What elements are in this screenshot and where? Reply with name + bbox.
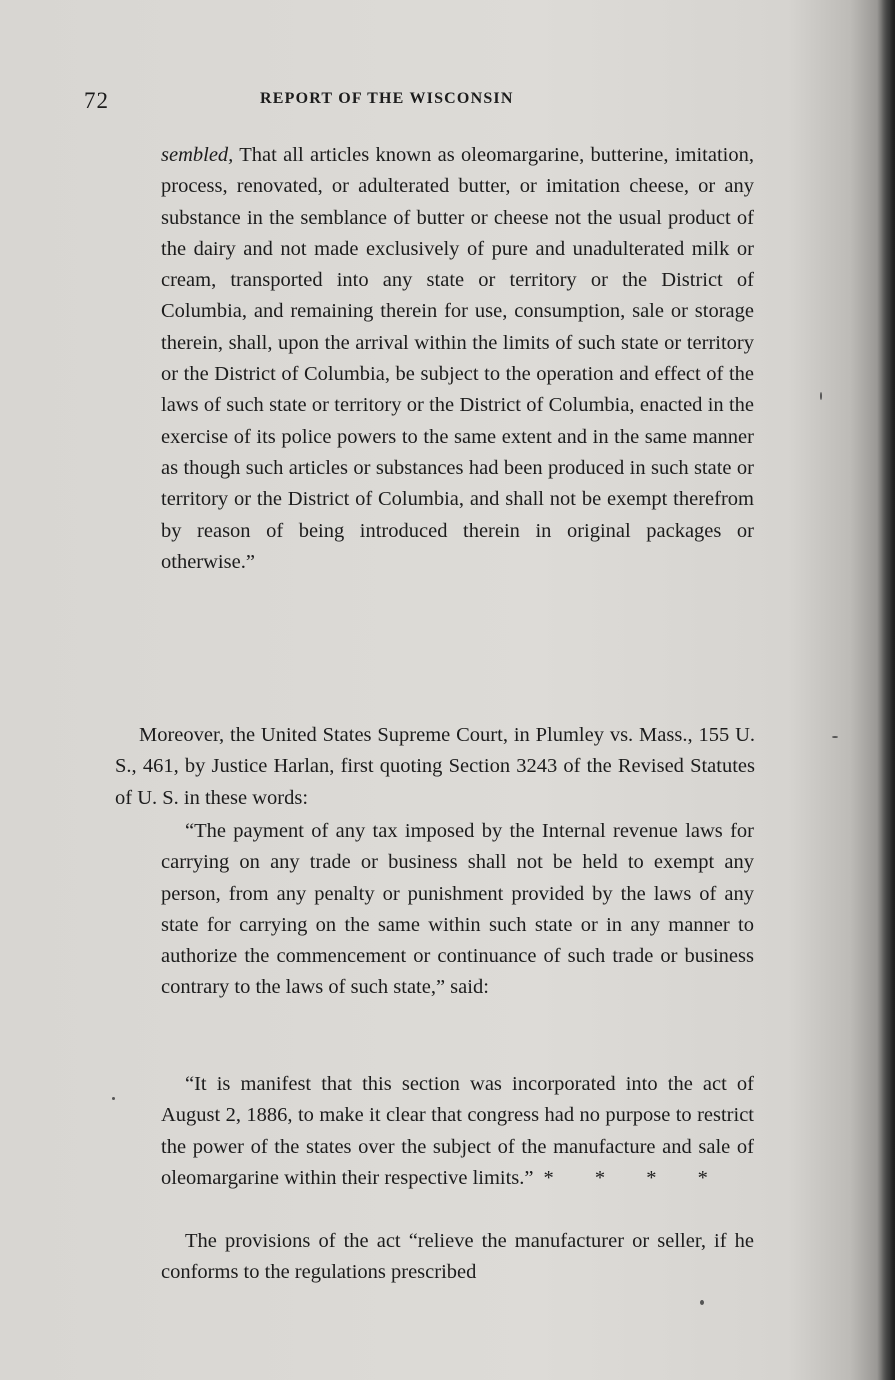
quote-lead-italic: sembled, (161, 144, 234, 166)
paper-speck (112, 1097, 115, 1100)
quoted-statute-paragraph (161, 140, 754, 578)
paper-speck (832, 736, 838, 738)
body-paragraph-moreover: Moreover, the United States Supreme Court, in Plumley vs. Mass., 155 U. S., 461, by Justice Harlan, first quoting Section 3243 of the Revised Statutes of U. S. in these words: (115, 724, 755, 809)
body-paragraph-provisions: The provisions of the act “relieve the manufacturer or seller, if he conforms to the regulations prescribed (161, 1230, 754, 1284)
quoted-court-opinion (161, 1069, 754, 1194)
paper-speck (820, 392, 822, 400)
paper-speck (700, 1300, 704, 1305)
page-number: 72 (84, 88, 109, 113)
ellipsis-stars: * * * * (543, 1166, 726, 1189)
quoted-revised-statutes: “The payment of any tax imposed by the Internal revenue laws for carrying on any trade or business shall not be held to exempt any person, from any penalty or punishment provided by the laws of any state for carrying on the same within such state or in any manner to authorize the commencement or continuance of such trade or business contrary to the laws of such state,” said: (161, 820, 754, 999)
running-head: REPORT OF THE WISCONSIN (260, 90, 514, 107)
page-spine-shadow (881, 0, 895, 1380)
court-opinion-body: “It is manifest that this section was incorporated into the act of August 2, 1886, to make it clear that congress had no purpose to restrict the power of the states over the subject of the manufacture and sale of oleomargarine within their respective limits.” (161, 1073, 754, 1189)
page-header (84, 88, 784, 114)
quote-body: That all articles known as oleomargarine, butterine, imitation, process, renovated, or adulterated butter, or imitation cheese, or any substance in the semblance of butter or cheese not the usual product of the dairy and not made exclusively of pure and unadulterated milk or cream, transported into any state or territory or the District of Columbia, and remaining therein for use, consumption, sale or storage therein, shall, upon the arrival within the limits of such state or territory or the District of Columbia, be subject to the operation and effect of the laws of such state or territory or the District of Columbia, enacted in the exercise of its police powers to the same extent and in the same manner as though such articles or substances had been produced in such state or territory or the District of Columbia, and shall not be exempt therefrom by reason of being introduced therein in original packages or otherwise.” (161, 144, 754, 573)
